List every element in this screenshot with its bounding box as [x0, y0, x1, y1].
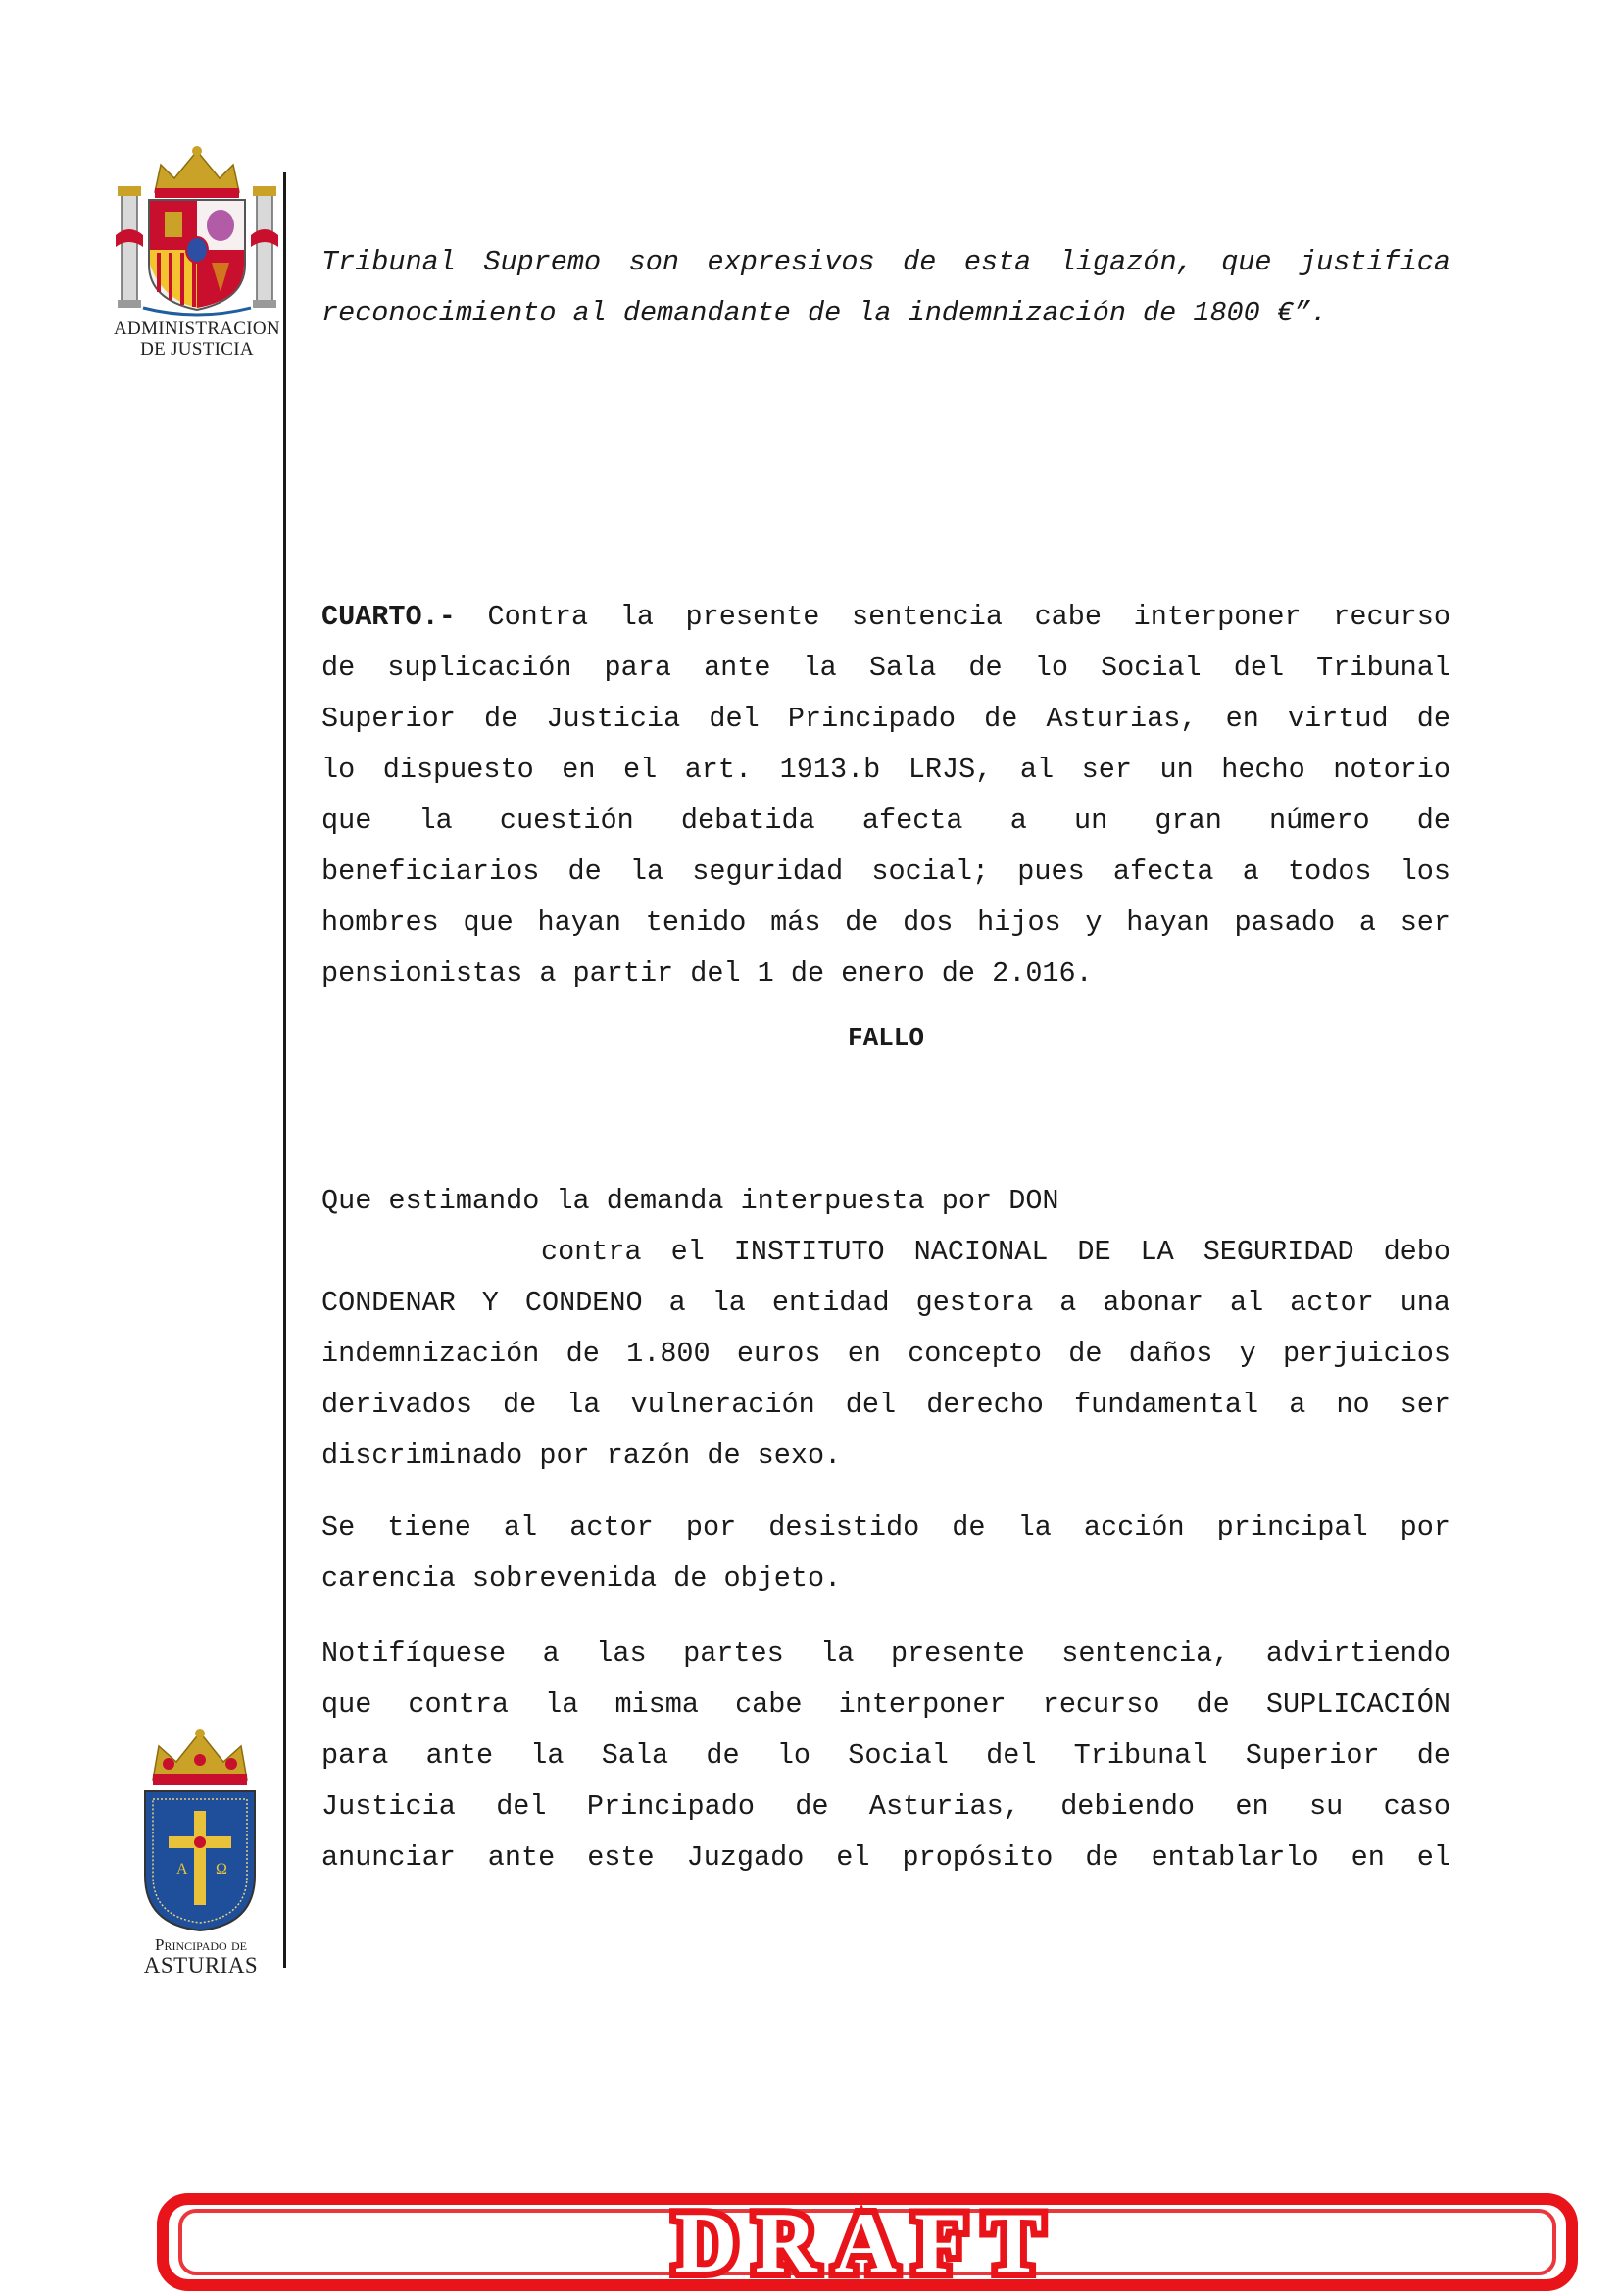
text-line: CONDENAR Y CONDENO a la entidad gestora a abonar al actor una	[321, 1287, 1450, 1319]
text-line	[321, 592, 1450, 643]
text-line: de suplicación para ante la Sala de lo Social del Tribunal	[321, 652, 1450, 684]
text-line: Notifíquese a las partes la presente sentencia, advirtiendo	[321, 1637, 1450, 1670]
desistido-paragraph	[321, 1502, 1450, 1604]
notifiquese-paragraph	[321, 1629, 1450, 1883]
cuarto-heading: CUARTO.-	[321, 601, 456, 633]
text-line: anunciar ante este Juzgado el propósito de entablarlo en el	[321, 1841, 1450, 1874]
crest-label-line1: ADMINISTRACION	[114, 318, 280, 339]
text-line: que contra la misma cabe interponer recurso de SUPLICACIÓN	[321, 1688, 1450, 1721]
text-line: carencia sobrevenida de objeto.	[321, 1562, 842, 1594]
text-fragment: Contra la presente sentencia cabe interponer recurso	[455, 601, 1450, 633]
draft-stamp-icon	[157, 2193, 1578, 2291]
cuarto-paragraph	[321, 592, 1450, 1000]
text-line: contra el INSTITUTO NACIONAL DE LA SEGURIDAD debo	[541, 1236, 1450, 1268]
quote-end-paragraph	[321, 237, 1450, 339]
draft-watermark	[157, 2193, 1578, 2291]
svg-text:Ω: Ω	[216, 1861, 227, 1878]
text-line: lo dispuesto en el art. 1913.b LRJS, al ser un hecho notorio	[321, 754, 1450, 786]
text-line: para ante la Sala de lo Social del Tribunal Superior de	[321, 1739, 1450, 1772]
asturias-label-line2: ASTURIAS	[143, 1953, 259, 1978]
crest-label-line2: DE JUSTICIA	[140, 339, 254, 360]
text-line: hombres que hayan tenido más de dos hijos y hayan pasado a ser	[321, 906, 1450, 939]
asturias-crest	[139, 1729, 261, 1934]
text-line: Superior de Justicia del Principado de Asturias, en virtud de	[321, 703, 1450, 735]
margin-rule	[283, 172, 286, 1968]
asturias-coat-of-arms-icon	[139, 1729, 261, 1934]
text-line: Tribunal Supremo son expresivos de esta ligazón, que justifica	[321, 246, 1450, 278]
text-line: discriminado por razón de sexo.	[321, 1440, 842, 1472]
spain-coat-of-arms-icon	[114, 145, 280, 317]
fallo-paragraph	[321, 1176, 1450, 1482]
text-line: beneficiarios de la seguridad social; pues afecta a todos los	[321, 855, 1450, 888]
text-line: Justicia del Principado de Asturias, debiendo en su caso	[321, 1790, 1450, 1823]
text-line: Que estimando la demanda interpuesta por DON	[321, 1185, 1059, 1217]
text-line: derivados de la vulneración del derecho fundamental a no ser	[321, 1389, 1450, 1421]
text-line: Se tiene al actor por desistido de la acción principal por	[321, 1511, 1450, 1543]
text-line: indemnización de 1.800 euros en concepto de daños y perjuicios	[321, 1338, 1450, 1370]
svg-text:A: A	[176, 1861, 188, 1878]
text-line: que la cuestión debatida afecta a un gran número de	[321, 805, 1450, 837]
text-line: reconocimiento al demandante de la indemnización de 1800 €”.	[321, 297, 1328, 329]
text-line: pensionistas a partir del 1 de enero de 2.016.	[321, 957, 1093, 990]
draft-text: DRAFT	[674, 2196, 1060, 2291]
asturias-label-line1: Principado de	[155, 1935, 247, 1954]
fallo-heading: FALLO	[847, 1023, 924, 1052]
